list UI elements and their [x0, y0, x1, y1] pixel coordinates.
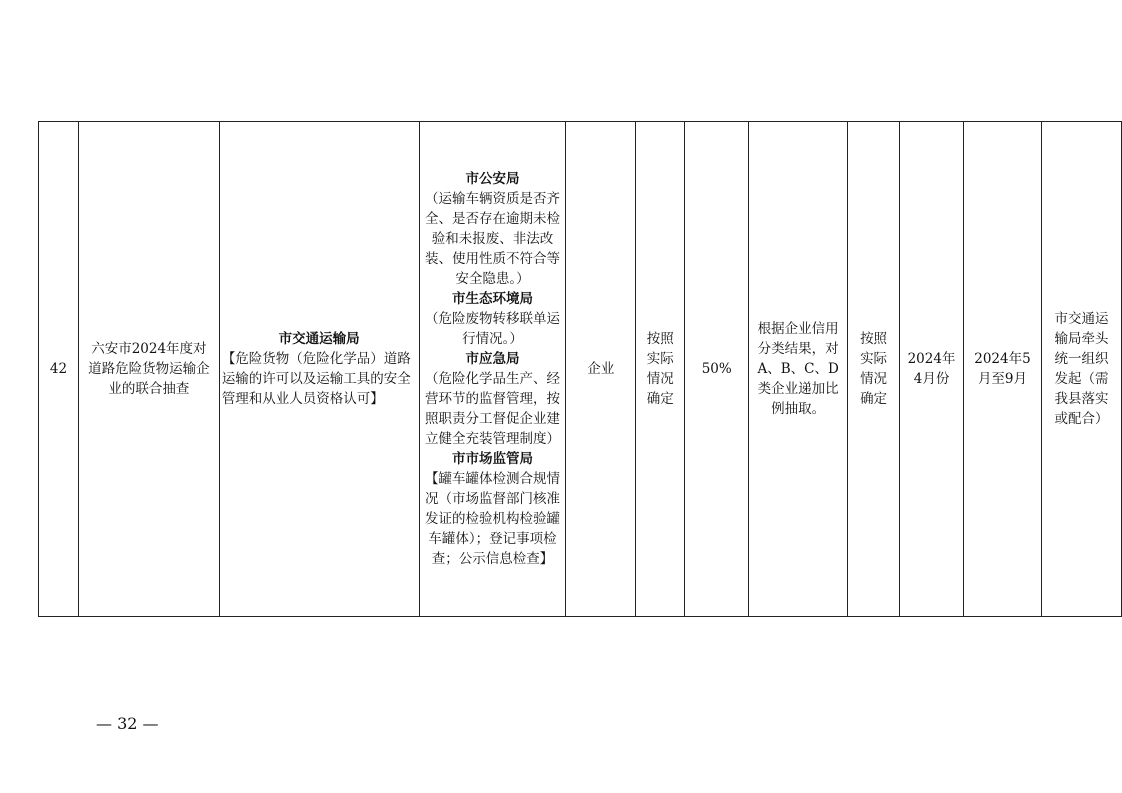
joint-dept-name: 市市场监管局 [451, 451, 533, 467]
scope-cell [848, 122, 900, 617]
table-row [39, 122, 1122, 617]
task-name-cell [78, 122, 219, 617]
scope-text: 按照实际情况确定 [860, 331, 888, 407]
lead-dept-name: 市交通运输局 [278, 331, 360, 347]
target-cell: 企业 [566, 122, 636, 617]
remark-text: 市交通运输局牵头统一组织发起（需我县落实或配合） [1054, 311, 1109, 427]
start-time-cell [900, 122, 964, 617]
period-cell [964, 122, 1042, 617]
row-number-cell: 42 [39, 122, 79, 617]
joint-dept-name: 市应急局 [465, 351, 520, 367]
joint-dept-items: （危险化学品生产、经营环节的监督管理，按照职责分工督促企业建立健全充装管理制度） [424, 371, 560, 447]
page-number: — 32 — [96, 714, 159, 733]
method-cell [749, 122, 848, 617]
joint-depts-cell [419, 122, 566, 617]
quantity-cell [636, 122, 685, 617]
quantity-text: 按照实际情况确定 [646, 331, 674, 407]
remark-cell [1041, 122, 1121, 617]
joint-dept-items: 【罐车罐体检测合规情况（市场监督部门核准发证的检验机构检验罐车罐体）；登记事项检查；公示信息检查】 [424, 471, 560, 567]
lead-dept-items: 【危险货物（危险化学品）道路运输的许可以及运输工具的安全管理和从业人员资格认可】 [221, 351, 411, 407]
joint-dept-items: （运输车辆资质是否齐全、是否存在逾期未检验和未报废、非法改装、使用性质不符合等安全隐患。） [424, 191, 560, 287]
inspection-plan-table [38, 121, 1122, 617]
joint-dept-name: 市公安局 [465, 171, 520, 187]
start-time-text: 2024年4月份 [907, 351, 956, 387]
lead-dept-cell [219, 122, 419, 617]
joint-dept-name: 市生态环境局 [451, 291, 533, 307]
ratio-cell: 50% [685, 122, 749, 617]
period-text: 2024年5月至9月 [974, 351, 1031, 387]
method-text: 根据企业信用分类结果，对A、B、C、D类企业递加比例抽取。 [757, 321, 839, 417]
task-name: 六安市2024年度对道路危险货物运输企业的联合抽查 [88, 341, 210, 397]
joint-dept-items: （危险废物转移联单运行情况。） [424, 311, 560, 347]
